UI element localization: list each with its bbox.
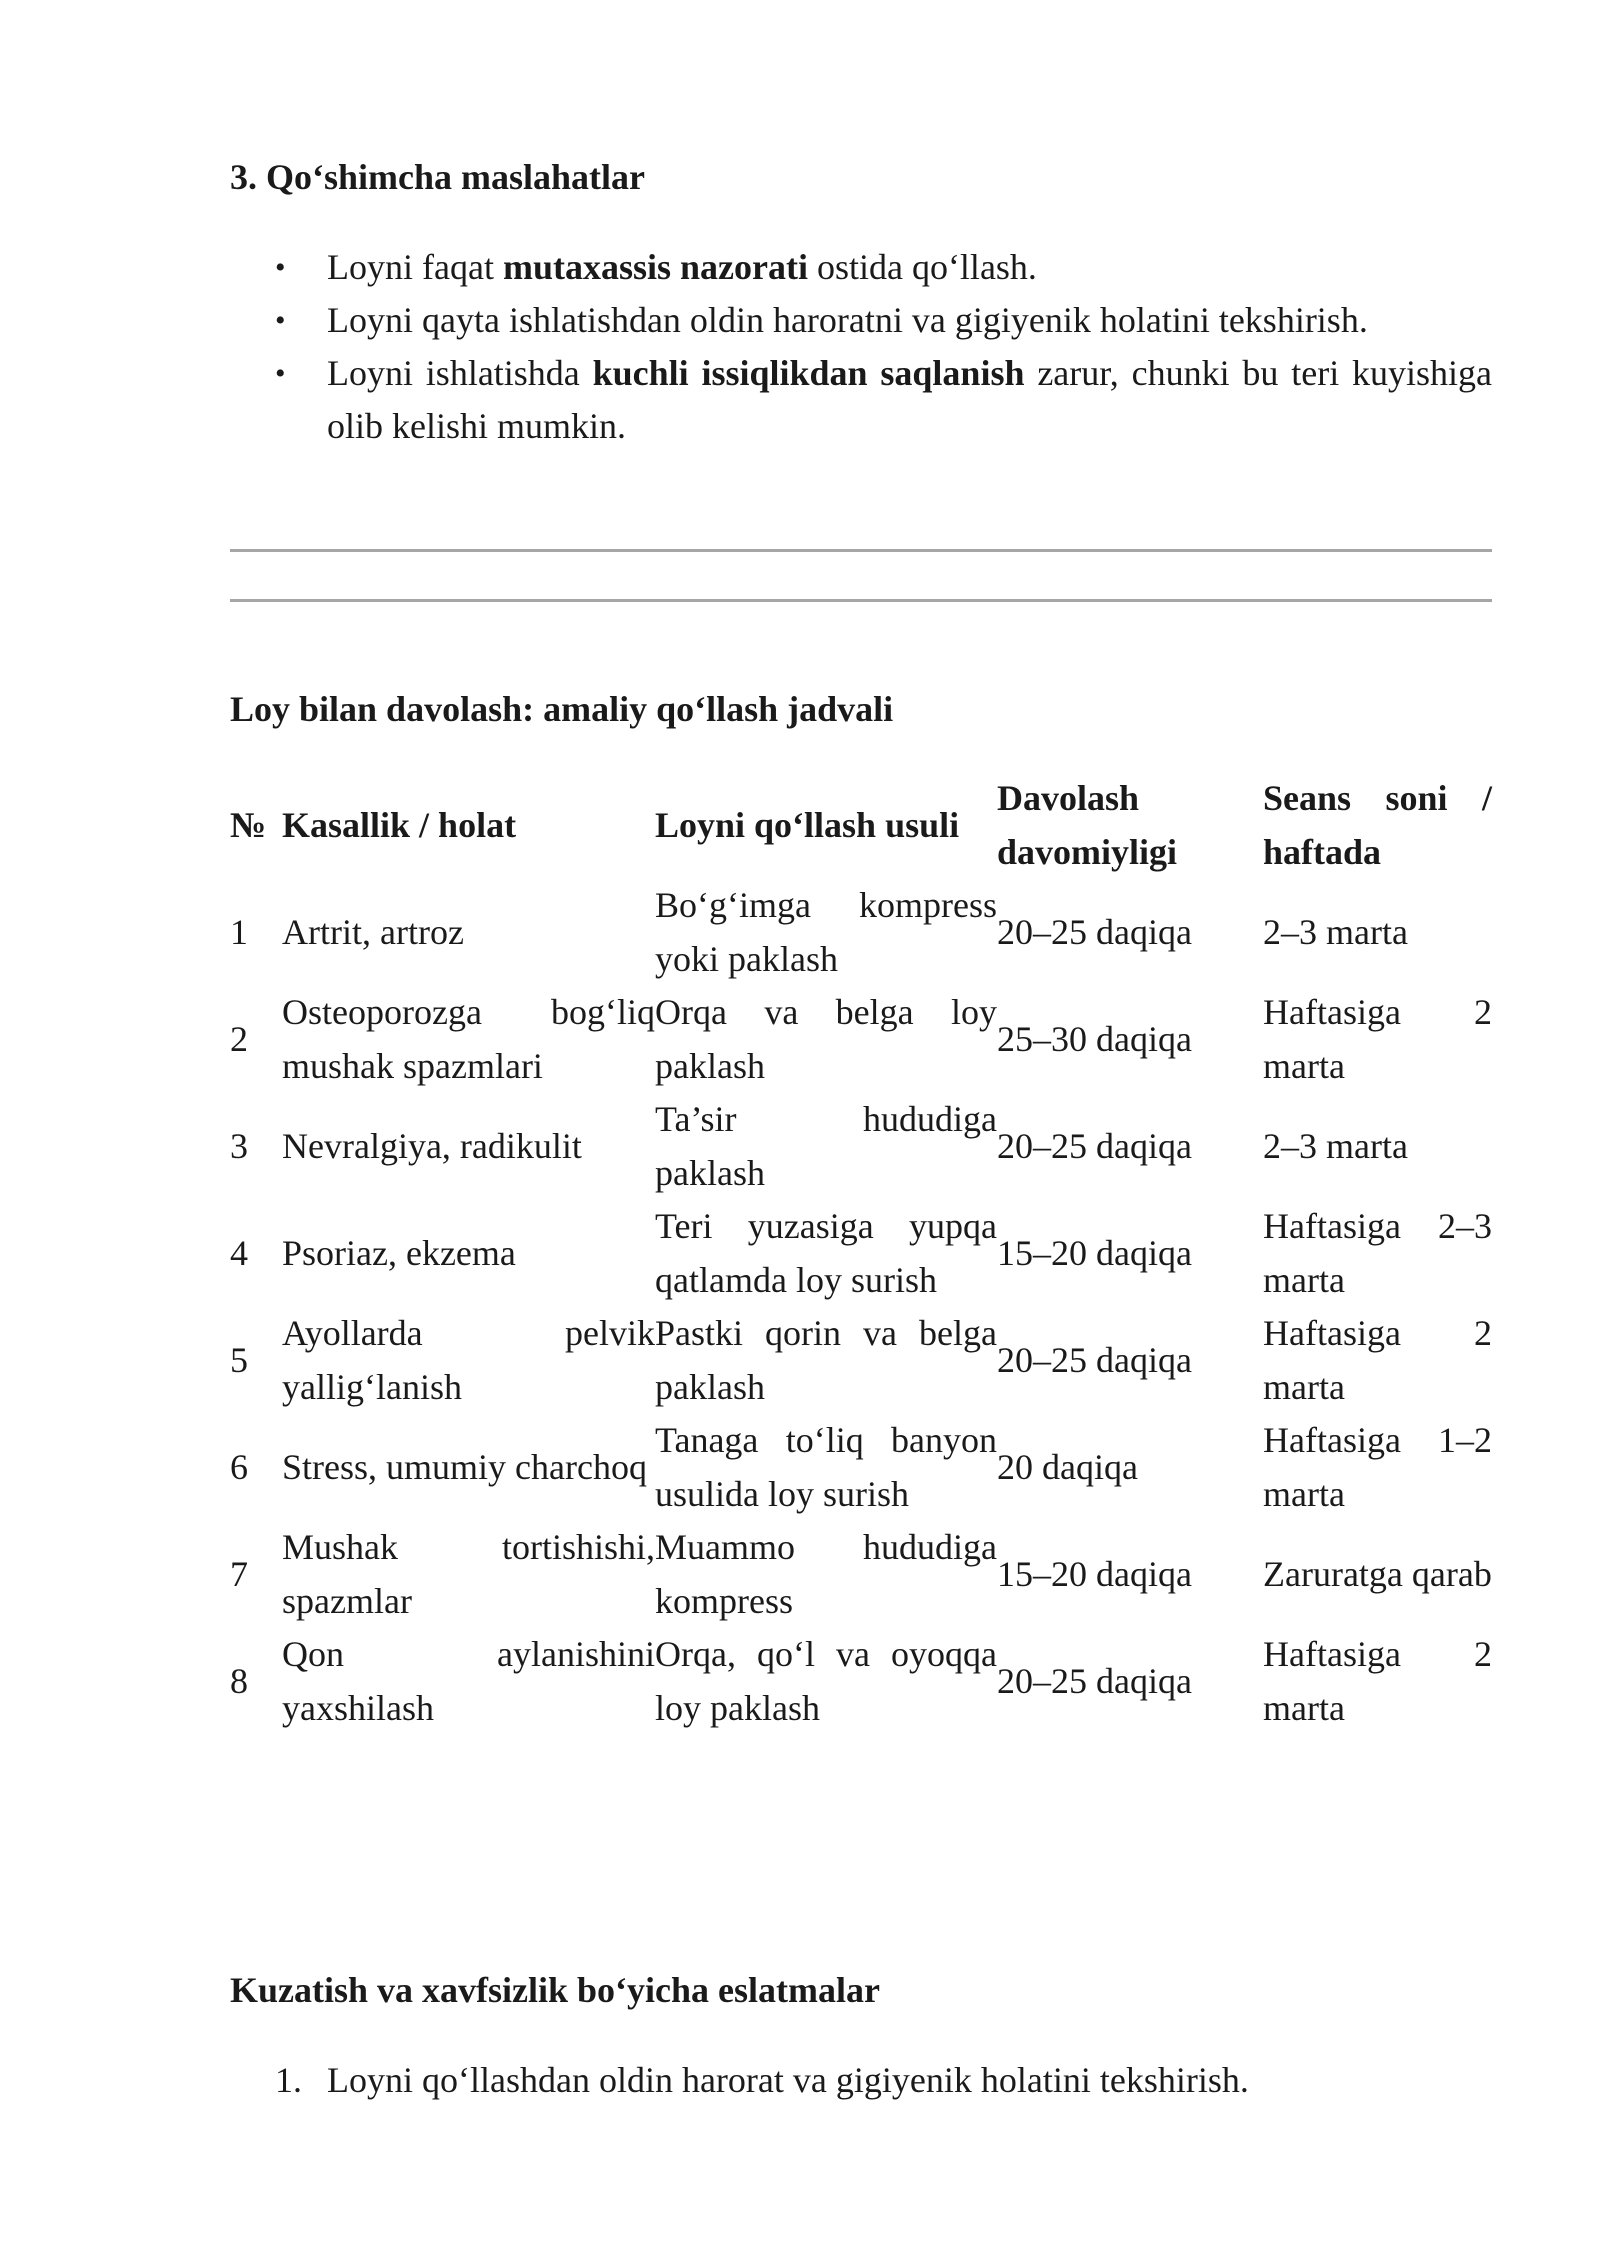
cell-sessions: 2–3 marta bbox=[1263, 911, 1408, 952]
header-sessions: Seans soni / haftada bbox=[1263, 778, 1492, 872]
cell-number: 5 bbox=[230, 1339, 248, 1380]
tip-item: • Loyni qayta ishlatishdan oldin haroratni va gigiyenik holatini tekshirish. bbox=[230, 294, 1492, 347]
divider-line bbox=[230, 549, 1492, 552]
cell-disease: Psoriaz, ekzema bbox=[282, 1232, 516, 1273]
cell-number: 6 bbox=[230, 1446, 248, 1487]
cell-duration: 20–25 daqiqa bbox=[997, 1660, 1192, 1701]
cell-number: 7 bbox=[230, 1553, 248, 1594]
bullet-icon: • bbox=[275, 304, 286, 337]
safety-heading: Kuzatish va xavfsizlik bo‘yicha eslatmalar bbox=[230, 1970, 880, 2010]
table-row bbox=[230, 1414, 1492, 1521]
header-method: Loyni qo‘llash usuli bbox=[655, 804, 960, 845]
cell-duration: 15–20 daqiqa bbox=[997, 1553, 1192, 1594]
bullet-icon: • bbox=[275, 251, 286, 284]
tip-item: • Loyni ishlatishda kuchli issiqlikdan saqlanish zarur, chunki bu teri kuyishiga olib kelishi mumkin. bbox=[230, 347, 1492, 453]
cell-disease: Mushak tortishishi, spazmlar bbox=[282, 1527, 655, 1621]
cell-number: 4 bbox=[230, 1232, 248, 1273]
table-heading: Loy bilan davolash: amaliy qo‘llash jadvali bbox=[230, 689, 894, 729]
divider-line bbox=[230, 599, 1492, 602]
cell-duration: 20–25 daqiqa bbox=[997, 1339, 1192, 1380]
cell-method: Orqa, qo‘l va oyoqqa loy paklash bbox=[655, 1634, 997, 1728]
safety-item bbox=[230, 2054, 1492, 2107]
cell-disease: Ayollarda pelvik yallig‘lanish bbox=[282, 1313, 655, 1407]
cell-duration: 25–30 daqiqa bbox=[997, 1018, 1192, 1059]
cell-method: Teri yuzasiga yupqa qatlamda loy surish bbox=[655, 1206, 997, 1300]
cell-duration: 20–25 daqiqa bbox=[997, 1125, 1192, 1166]
table-row bbox=[230, 1307, 1492, 1414]
cell-sessions: Haftasiga 2 marta bbox=[1263, 1313, 1492, 1407]
table-header-row bbox=[230, 772, 1492, 879]
cell-method: Pastki qorin va belga paklash bbox=[655, 1313, 997, 1407]
header-disease: Kasallik / holat bbox=[282, 804, 517, 845]
cell-disease: Nevralgiya, radikulit bbox=[282, 1125, 582, 1166]
cell-number: 3 bbox=[230, 1125, 248, 1166]
cell-sessions: Haftasiga 2 marta bbox=[1263, 1634, 1492, 1728]
cell-method: Muammo hududiga kompress bbox=[655, 1527, 997, 1621]
header-number: № bbox=[230, 804, 267, 845]
cell-sessions: Haftasiga 2 marta bbox=[1263, 992, 1492, 1086]
tip-emphasis: kuchli issiqlikdan saqlanish bbox=[592, 353, 1025, 393]
cell-method: Bo‘g‘imga kompress yoki paklash bbox=[655, 885, 997, 979]
tip-item: • Loyni faqat mutaxassis nazorati ostida qo‘llash. bbox=[230, 241, 1492, 294]
cell-disease: Artrit, artroz bbox=[282, 911, 464, 952]
cell-sessions: 2–3 marta bbox=[1263, 1125, 1408, 1166]
table-row bbox=[230, 1093, 1492, 1200]
cell-duration: 15–20 daqiqa bbox=[997, 1232, 1192, 1273]
tip-emphasis: mutaxassis nazorati bbox=[502, 247, 808, 287]
cell-disease: Qon aylanishini yaxshilash bbox=[282, 1634, 655, 1728]
cell-sessions: Haftasiga 2–3 marta bbox=[1263, 1206, 1492, 1300]
table-row bbox=[230, 986, 1492, 1093]
cell-method: Ta’sir hududiga paklash bbox=[655, 1099, 997, 1193]
section-3-heading: 3. Qo‘shimcha maslahatlar bbox=[230, 157, 646, 197]
cell-duration: 20 daqiqa bbox=[997, 1446, 1138, 1487]
cell-number: 8 bbox=[230, 1660, 248, 1701]
cell-number: 2 bbox=[230, 1018, 248, 1059]
tips-list bbox=[230, 241, 1492, 453]
safety-list bbox=[230, 2054, 1492, 2107]
table-row bbox=[230, 1200, 1492, 1307]
cell-sessions: Zaruratga qarab bbox=[1263, 1553, 1492, 1594]
safety-item-number: 1. bbox=[275, 2060, 302, 2100]
cell-duration: 20–25 daqiqa bbox=[997, 911, 1192, 952]
table-row bbox=[230, 879, 1492, 986]
cell-sessions: Haftasiga 1–2 marta bbox=[1263, 1420, 1492, 1514]
cell-disease: Stress, umumiy charchoq bbox=[282, 1446, 647, 1487]
cell-method: Orqa va belga loy paklash bbox=[655, 992, 997, 1086]
table-row bbox=[230, 1521, 1492, 1628]
safety-item-text: Loyni qo‘llashdan oldin harorat va gigiyenik holatini tekshirish. bbox=[327, 2060, 1249, 2100]
header-duration: Davolash davomiyligi bbox=[997, 778, 1178, 872]
cell-method: Tanaga to‘liq banyon usulida loy surish bbox=[655, 1420, 997, 1514]
bullet-icon: • bbox=[275, 357, 286, 390]
cell-number: 1 bbox=[230, 911, 248, 952]
cell-disease: Osteoporozga bog‘liq mushak spazmlari bbox=[282, 992, 655, 1086]
treatment-table bbox=[230, 772, 1492, 1735]
table-row bbox=[230, 1628, 1492, 1735]
